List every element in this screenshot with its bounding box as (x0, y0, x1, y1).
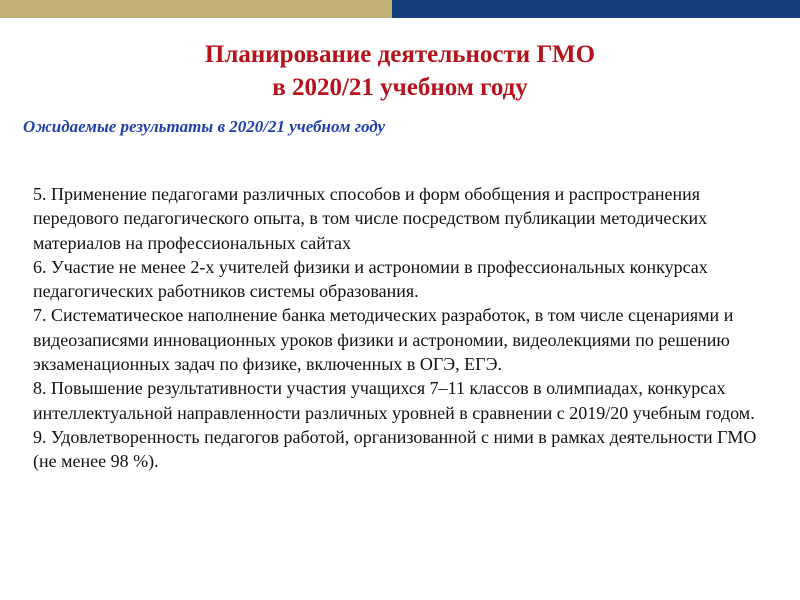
result-item-5: 5. Применение педагогами различных способов и форм обобщения и распространения передового педагогического опыта, в том числе посредством публикации методических материалов на профессиональных сайтах (33, 184, 708, 253)
result-item-6: 6. Участие не менее 2-х учителей физики и астрономии в профессиональных конкурсах педагогических работников системы образования. (33, 256, 708, 302)
slide-title (0, 38, 800, 104)
result-item-7: 7. Систематическое наполнение банка методических разработок, в том числе сценариями и видеозаписями инновационных уроков физики и астрономии, видеолекциями по решению экзаменационных задач по физике, включенных в ОГЭ, ЕГЭ. (33, 305, 734, 375)
slide-title-line-1: Планирование деятельности ГМО (204, 41, 596, 68)
slide-title-line-2: в 2020/21 учебном году (272, 74, 528, 101)
section-subheading: Ожидаемые результаты в 2020/21 учебном году (23, 117, 386, 136)
result-item-8: 8. Повышение результативности участия учащихся 7–11 классов в олимпиадах, конкурсах интеллектуальной направленности различных уровней в сравнении с 2019/20 учебным годом. (33, 378, 755, 423)
top-accent-bar-gold (0, 0, 392, 18)
top-accent-bar-blue (392, 0, 800, 18)
result-item-9: 9. Удовлетворенность педагогов работой, организованной с ними в рамках деятельности ГМО (не менее 98 %). (33, 426, 757, 472)
expected-results-list (33, 182, 778, 474)
